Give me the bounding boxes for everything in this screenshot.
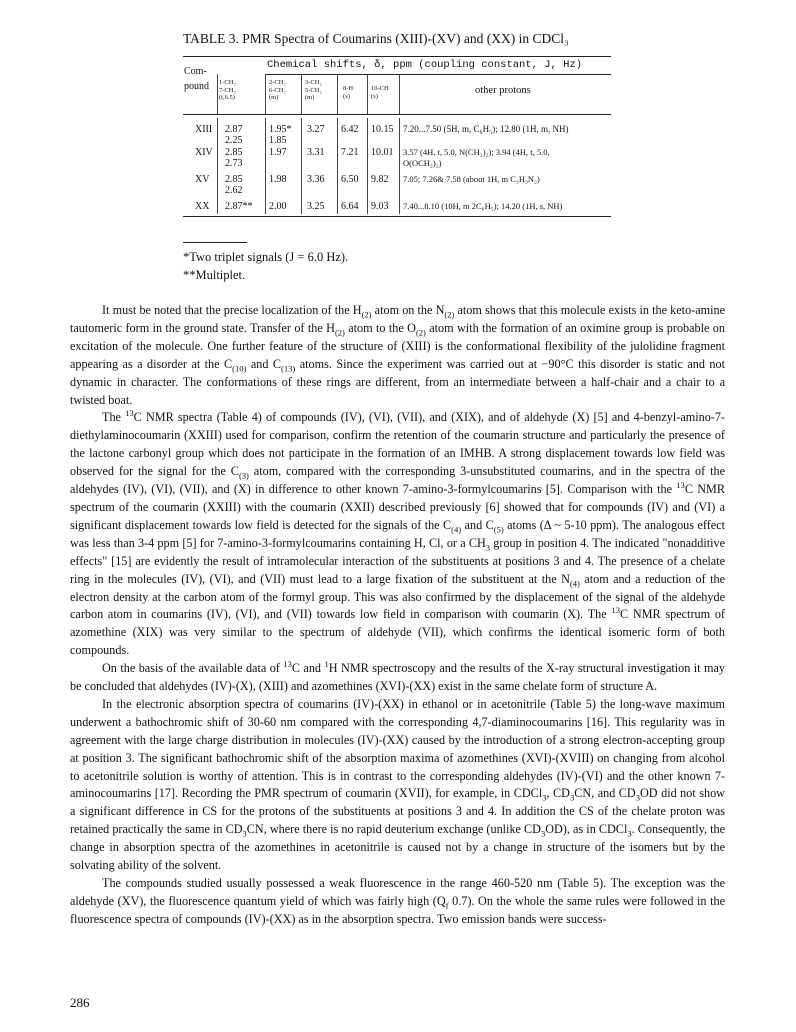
table-row-xiv: XIV 2.85 2.73 1.97 3.31 7.21 10.01 3.57 (4H, t, 5.0, N(CH₂)₂); 3.94 (4H, t, 5.0, O(OCH₂)₂) [195, 147, 550, 169]
page-number: 286 [70, 995, 90, 1010]
header-col4: 8-H (s) [343, 85, 354, 100]
table-row-xx: XX 2.87** 2.00 3.25 6.64 9.03 7.40...8.10 (10H, m 2C₆H₅); 14.20 (1H, s, NH) [195, 201, 563, 212]
header-compound: Com- pound [184, 66, 209, 92]
paragraph-3: On the basis of the available data of $^{13}$C and $^1$H NMR spectroscopy and the results of the X-ray structural investigation it may be concluded that aldehydes (IV)-(X), (XIII) and azomethines (XVI)-(XX) exist in the same chelate form of structure A. [70, 659, 725, 694]
footnote-rule [183, 242, 247, 243]
footnote-1: *Two triplet signals (J = 6.0 Hz). [183, 250, 349, 264]
table-row-xiii: XIII 2.87 2.25 1.95* 1.85 3.27 6.42 10.15 7.20...7.50 (5H, m, C₆H₅); 12.80 (1H, m, NH) [195, 124, 569, 146]
header-chemical-shifts: Chemical shifts, δ, ppm (coupling constant, J, Hz) [267, 59, 583, 71]
table-row-xv: XV 2.85 2.62 1.98 3.36 6.50 9.82 7.05; 7.26& 7.58 (about 1H, m C₃H₃N₂) [195, 174, 540, 196]
body-text [70, 302, 725, 929]
header-col1: 1-CH₂ 7-CH₂ (t,6.5) [219, 79, 236, 101]
header-other-protons: other protons [475, 85, 531, 96]
paragraph-5: The compounds studied usually possessed a weak fluorescence in the range 460-520 nm (Table 5). The exception was the aldehyde (XV), the fluorescence quantum yield of which was fairly high ($Q_f$ 0.7). On the whole the same rules were followed in the fluorescence spectra of compounds (IV)-(XX) as in the absorption spectra. Two emission bands were success- [70, 876, 725, 926]
table-title: TABLE 3. PMR Spectra of Coumarins (XIII)-(XV) and (XX) in CDCl₃ [183, 31, 569, 46]
header-col3: 3-CH₂ 5-CH₂ (m) [305, 79, 322, 101]
header-col5: 10-CH (s) [371, 85, 389, 100]
paragraph-2: The $^{13}$C NMR spectra (Table 4) of compounds (IV), (VI), (VII), and (XIX), and of aldehyde (X) [5] and 4-benzyl-amino-7-diethylaminocoumarin (XXIII) used for comparison, confirm the retention of the coumarin structure and particularly the presence of the lactone carbonyl group which does not participate in the formation of an IMHB. A strong displacement towards low field was observed for the signal for the $C_{(3)}$ atom, compared with the corresponding 3-unsubstituted coumarins, and in the spectra of the aldehydes (IV), (VI), (VII), and (X) in difference to other known 7-amino-3-formylcoumarins [5]. Comparison with the $^{13}$C NMR spectrum of the coumarin (XXIII) with the coumarin (XXII) described previously [6] showed that for compounds (IV) and (VI) a significant displacement towards low field is detected for the signals of the $C_{(4)}$ and $C_{(5)}$ atoms (Δ ~ 5-10 ppm). The analogous effect was less than 3-4 ppm [5] for 7-amino-3-formylcoumarins containing H, Cl, or a $CH_3$ group in position 4. The indicated "nonadditive effects" [15] are evidently the result of intramolecular interaction of the substituents at positions 3 and 4. The presence of a chelate ring in the molecules (IV), (VI), and (VII) must lead to a large fixation of the substituent at the $N_{(4)}$ atom and a reduction of the electron density at the carbon atom of the formyl group. This was also confirmed by the displacement of the signal of the aldehyde carbon atom in coumarins (IV), (VI), and (VII) towards low field in comparison with coumarin (X). The $^{13}$C NMR spectrum of azomethine (XIX) was very similar to the spectrum of aldehyde (VII), which confirms the identical isomeric form of both compounds. [70, 408, 726, 658]
footnote-2: **Multiplet. [183, 268, 246, 282]
paragraph-4: In the electronic absorption spectra of coumarins (IV)-(XX) in ethanol or in acetonitrile (Table 5) the long-wave maximum underwent a bathochromic shift of 30-60 nm compared with the corresponding 4,7-diaminocoumarins [16]. This regularity was in agreement with the large charge distribution in molecules (IV)-(XX) caused by the introduction of a strong electron-accepting group at position 3. The significant bathochromic shift of the absorption maxima of azomethines (XVI)-(XVIII) on changing from alcohol to acetonitrile solution is worthy of attention. This is in contrast to the corresponding aldehydes (IV)-(VI) and the other known 7-aminocoumarins [17]. Recording the PMR spectrum of coumarin (XVII), for example, in CDCl$_3$, $CD_3CN$, and $CD_3OD$ did not show a significant difference in CS for the protons of the substituents at positions 3 and 4. In addition the CS of the chelate proton was retained practically the same in $CD_3CN$, where there is no rapid deuterium exchange (unlike $CD_3OD$), as in CDCl$_3$. Consequently, the change in absorption spectra of the azomethines in acetonitrile is caused not by a change in structure of the isomers but by the solvating ability of the solvent. [70, 696, 726, 873]
header-col2: 2-CH₂ 6-CH₂ (m) [269, 79, 286, 101]
paragraph-1: It must be noted that the precise localization of the $H_{(2)}$ atom on the $N_{(2)}$ atom shows that this molecule exists in the keto-amine tautomeric form in the ground state. Transfer of the $H_{(2)}$ atom to the $O_{(2)}$ atom with the formation of an oximine group is probable on excitation of the molecule. One further feature of the structure of (XIII) is the conformational flexibility of the julolidine fragment appearing as a disorder at the $C_{(10)}$ and $C_{(13)}$ atoms. Since the experiment was carried out at −90°C this disorder is static and not dynamic in character. The conformations of these rings are different, from an intermediate between a half-chair and a chair to a twisted boat. [70, 303, 726, 407]
